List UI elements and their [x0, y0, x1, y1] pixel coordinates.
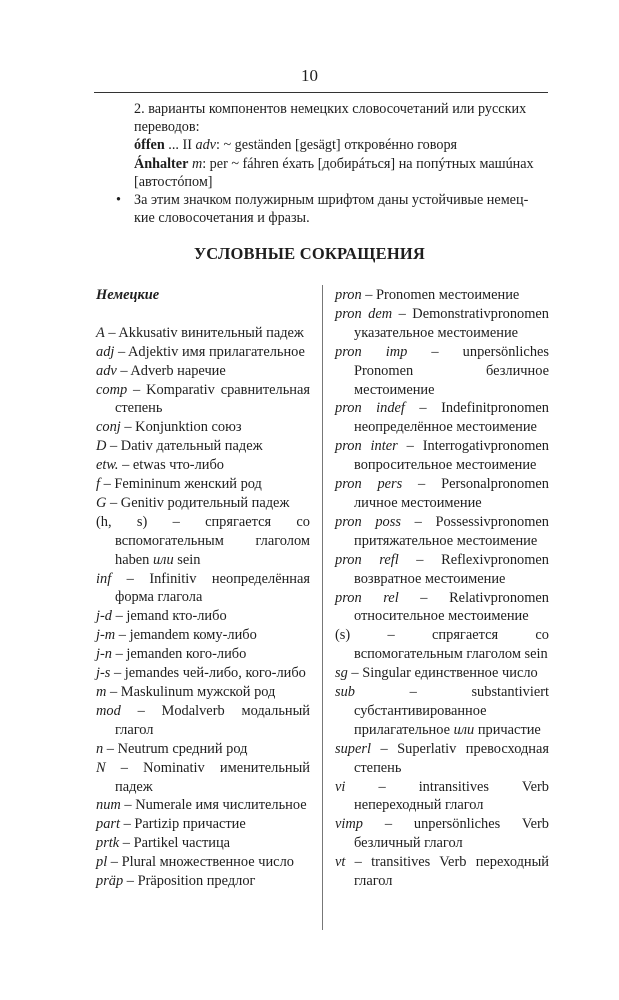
abbreviation-entry	[335, 305, 549, 343]
abbreviation-definition: – Maskulinum мужской род	[106, 684, 276, 701]
abbreviation-definition: – Partizip причастие	[120, 816, 246, 833]
abbreviation-term: pron imp	[335, 343, 408, 360]
abbreviation-term: A	[96, 324, 105, 341]
abbreviation-definition: – Akkusativ винительный падеж	[104, 324, 304, 341]
abbreviation-term: vt	[335, 854, 346, 871]
abbreviation-definition: – Neutrum средний род	[103, 740, 248, 757]
abbreviation-entry	[335, 853, 549, 891]
abbreviation-definition: – Relativpronomen относительное местоимение	[354, 589, 549, 625]
abbreviation-definition-tail: sein	[173, 551, 201, 568]
abbreviation-definition: – Demonstrativpronomen указательное местоимение	[354, 305, 549, 341]
example-2-gender: m	[188, 155, 203, 172]
abbreviation-term: f	[96, 476, 100, 493]
abbreviation-definition: – unpersönliches Verb безличный глагол	[354, 816, 549, 852]
abbreviation-definition: – Interrogativpronomen вопросительное местоимение	[354, 438, 549, 474]
abbreviation-term: sg	[335, 665, 348, 682]
abbreviation-definition: (h, s) – спрягается со вспомогательным глаголом haben	[96, 513, 310, 568]
abbreviation-definition: – Personalpronomen личное местоимение	[354, 476, 549, 511]
abbreviation-entry	[96, 702, 310, 740]
abbreviation-term: pl	[96, 854, 108, 871]
example-2	[134, 155, 548, 191]
header-rule	[94, 92, 548, 93]
abbreviation-entry	[96, 570, 310, 608]
abbreviation-entry	[96, 834, 310, 853]
abbreviation-definition: – Numerale имя числительное	[120, 797, 307, 814]
abbreviation-definition: – Modalverb модальный глагол	[115, 702, 310, 738]
abbreviation-entry	[96, 759, 310, 797]
abbreviation-definition: – Possessivpronomen притяжательное местоимение	[354, 513, 549, 549]
abbreviation-entry	[335, 475, 549, 513]
abbreviation-definition: – Adjektiv имя прилагательное	[114, 343, 305, 360]
example-1	[134, 136, 548, 154]
abbreviation-entry	[96, 437, 310, 456]
abbreviation-entry	[96, 607, 310, 626]
bullet-note-line2: кие словосочетания и фразы.	[134, 210, 310, 227]
abbreviation-entry	[335, 551, 549, 589]
left-entries-list	[96, 324, 310, 891]
abbreviation-definition: – jemandem кому-либо	[115, 627, 257, 644]
abbreviation-entry	[335, 286, 549, 305]
abbreviation-term: vi	[335, 778, 346, 795]
abbreviation-term: G	[96, 494, 107, 511]
abbreviation-term: j-n	[96, 646, 112, 663]
abbreviation-term: N	[96, 759, 106, 776]
example-1-pos: adv	[195, 137, 216, 154]
abbreviation-entry	[96, 626, 310, 645]
example-1-text-a: ... II	[164, 137, 196, 154]
abbreviation-definition: – Femininum женский род	[100, 476, 262, 493]
abbreviation-term: mod	[96, 702, 121, 719]
abbreviation-term: präp	[96, 873, 124, 890]
page-number: 10	[301, 66, 318, 85]
abbreviation-term: j-m	[96, 627, 116, 644]
example-1-headword: óffen	[134, 137, 165, 154]
left-column	[96, 286, 310, 891]
abbreviation-definition: – Adverb наречие	[116, 362, 226, 379]
abbreviation-term: inf	[96, 570, 112, 587]
abbreviation-italic-word: или	[453, 721, 475, 738]
abbreviation-term: j-d	[96, 608, 112, 625]
abbreviation-definition: – Plural множественное число	[107, 854, 294, 871]
abbreviation-definition: – Superlativ превосходная степень	[354, 740, 549, 776]
abbreviation-definition: – Konjunktion союз	[120, 419, 242, 436]
left-column-subheading: Немецкие	[96, 287, 160, 303]
abbreviation-term: pron refl	[335, 551, 399, 568]
abbreviation-term: n	[96, 740, 104, 757]
abbreviation-entry	[96, 362, 310, 381]
abbreviation-definition: – jemanden кого-либо	[112, 646, 247, 663]
abbreviation-definition: – unpersönliches Pronomen безличное местоимение	[354, 343, 549, 398]
abbreviation-entry	[96, 343, 310, 362]
abbreviation-entry	[96, 324, 310, 343]
intro-item-2	[134, 100, 548, 136]
abbreviation-term: comp	[96, 381, 128, 398]
abbreviation-term: adj	[96, 343, 115, 360]
abbreviation-definition: – Präposition предлог	[123, 873, 256, 890]
abbreviation-definition-tail: причастие	[474, 721, 541, 738]
abbreviation-term: adv	[96, 362, 117, 379]
intro-block	[116, 100, 548, 227]
bullet-icon: •	[116, 192, 121, 209]
abbreviation-entry	[96, 475, 310, 494]
abbreviation-definition: – Infinitiv неопределённая форма глагола	[111, 570, 310, 606]
intro-item-2-line2: переводов:	[134, 119, 200, 136]
abbreviation-term: part	[96, 816, 120, 833]
abbreviation-definition: – transitives Verb переходный глагол	[345, 854, 549, 890]
abbreviation-term: num	[96, 797, 121, 814]
abbreviation-definition: – Indefinitpronomen неопределённое местоимение	[354, 400, 549, 436]
abbreviation-definition: – Dativ дательный падеж	[106, 438, 263, 455]
abbreviation-definition: – jemandes чей-либо, кого-либо	[110, 665, 306, 682]
abbreviation-term: pron pers	[335, 476, 403, 493]
abbreviation-definition: – Pronomen местоимение	[361, 287, 520, 303]
example-2-text: : per ~ fáhren éхать [добирáться] на попýтных машúнах	[202, 155, 534, 172]
abbreviation-entry	[335, 683, 549, 740]
right-column	[335, 286, 549, 891]
abbreviation-term: pron indef	[335, 400, 405, 417]
abbreviation-entry	[96, 513, 310, 570]
abbreviation-italic-word: или	[152, 551, 174, 568]
abbreviation-term: pron	[335, 287, 362, 303]
abbreviation-entry	[96, 664, 310, 683]
abbreviation-entry	[335, 664, 549, 683]
abbreviation-definition: – etwas что-либо	[118, 457, 224, 474]
abbreviation-term: vimp	[335, 816, 363, 833]
abbreviation-entry	[96, 494, 310, 513]
section-title: УСЛОВНЫЕ СОКРАЩЕНИЯ	[193, 244, 426, 263]
abbreviation-definition: – Komparativ сравнительная степень	[115, 381, 310, 417]
intro-item-2-line1: 2. варианты компонентов немецких словосочетаний или русских	[134, 101, 527, 117]
abbreviation-term: superl	[335, 740, 371, 757]
example-2-line2: [автостóпом]	[134, 173, 213, 190]
abbreviation-entry	[335, 626, 549, 664]
abbreviation-entry	[96, 740, 310, 759]
abbreviation-definition: (s) – спрягается со вспомогательным глаголом sein	[335, 627, 549, 663]
abbreviation-definition: – substantiviert субстантивированное прилагательное	[354, 684, 549, 738]
abbreviation-term: pron rel	[335, 589, 399, 606]
abbreviation-term: etw.	[96, 457, 119, 474]
abbreviation-term: D	[96, 438, 107, 455]
abbreviation-definition: – Singular единственное число	[347, 665, 538, 682]
abbreviation-term: pron dem	[335, 305, 393, 322]
abbreviation-definition: – Partikel частица	[119, 835, 231, 852]
abbreviation-entry	[96, 381, 310, 419]
abbreviation-entry	[335, 513, 549, 551]
column-divider	[322, 285, 323, 930]
abbreviation-entry	[96, 683, 310, 702]
abbreviation-term: j-s	[96, 665, 111, 682]
abbreviation-entry	[96, 645, 310, 664]
abbreviation-entry	[96, 872, 310, 891]
abbreviation-definition: – Nominativ именительный падеж	[105, 759, 310, 795]
example-1-text-b: : ~ geständen [gesägt] откровéнно говоря	[215, 137, 458, 154]
abbreviation-entry	[96, 853, 310, 872]
abbreviation-term: m	[96, 684, 107, 701]
abbreviation-entry	[335, 437, 549, 475]
abbreviation-entry	[96, 456, 310, 475]
bullet-note-line1: За этим значком полужирным шрифтом даны устойчивые немец-	[134, 192, 529, 209]
abbreviation-entry	[96, 418, 310, 437]
abbreviation-definition: – Genitiv родительный падеж	[106, 494, 290, 511]
abbreviation-entry	[96, 815, 310, 834]
abbreviation-term: prtk	[96, 835, 120, 852]
abbreviation-entry	[335, 778, 549, 816]
abbreviation-definition: – jemand кто-либо	[112, 608, 227, 625]
example-2-headword: Ánhalter	[134, 155, 189, 172]
abbreviation-entry	[335, 399, 549, 437]
abbreviation-term: pron inter	[335, 438, 398, 455]
abbreviation-definition: – intransitives Verb непереходный глагол	[345, 778, 549, 814]
abbreviation-entry	[335, 343, 549, 400]
right-entries-list	[335, 286, 549, 891]
bullet-note	[116, 191, 548, 227]
abbreviation-entry	[335, 589, 549, 627]
abbreviation-entry	[335, 815, 549, 853]
abbreviation-term: pron poss	[335, 513, 401, 530]
abbreviation-term: conj	[96, 419, 121, 436]
abbreviation-entry	[96, 796, 310, 815]
abbreviation-entry	[335, 740, 549, 778]
abbreviation-definition: – Reflexivpronomen возвратное местоимение	[354, 551, 549, 587]
abbreviation-term: sub	[335, 684, 355, 701]
